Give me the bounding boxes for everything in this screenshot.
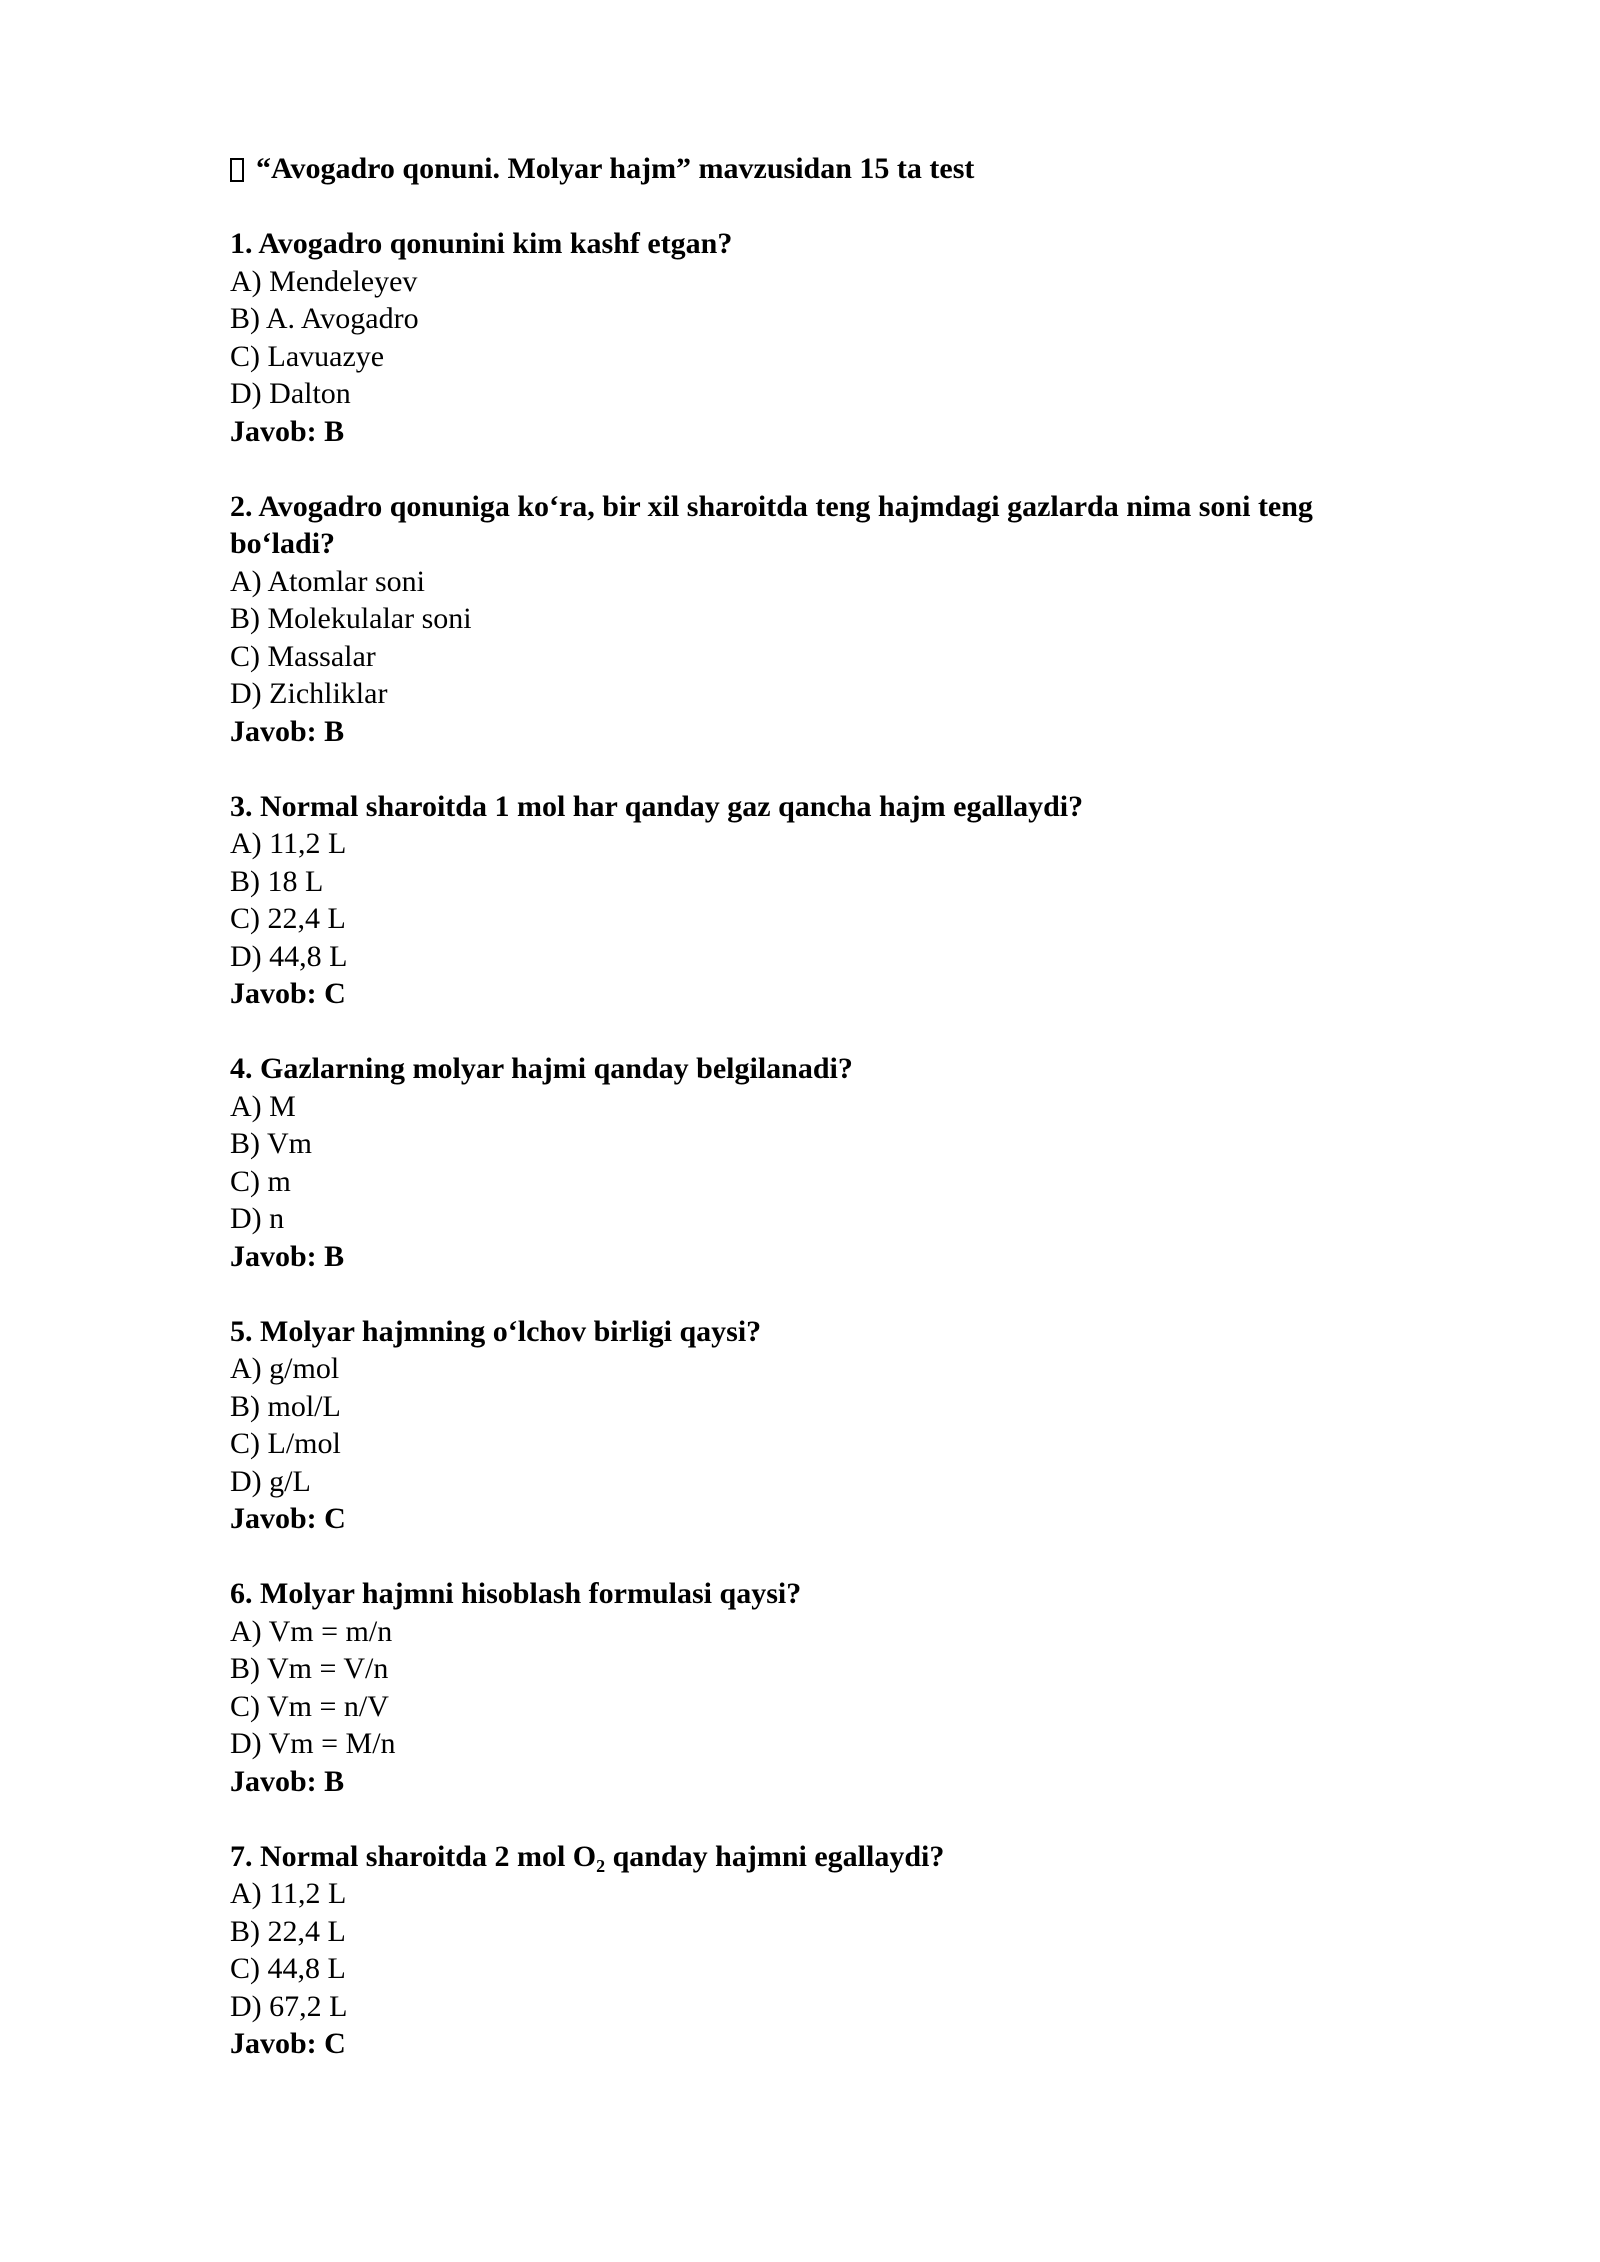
- option-a: A) Mendeleyev: [230, 264, 418, 298]
- option-d: D) Dalton: [230, 377, 351, 410]
- question-text: 3. Normal sharoitda 1 mol har qanday gaz qancha hajm egallaydi?: [230, 789, 1084, 823]
- option-a: A) M: [230, 1089, 296, 1123]
- question-7: [230, 1838, 1410, 2063]
- option-d: D) Vm = M/n: [230, 1727, 396, 1760]
- question-text: 2. Avogadro qonuniga ko‘ra, bir xil sharoitda teng hajmdagi gazlarda nima soni teng bo‘ladi?: [230, 489, 1313, 560]
- document-page: [230, 150, 1410, 2100]
- question-text-start: 7. Normal sharoitda 2 mol O: [230, 1839, 597, 1873]
- option-b: B) Molekulalar soni: [230, 602, 472, 635]
- option-b: B) A. Avogadro: [230, 302, 419, 335]
- question-4: [230, 1050, 1410, 1275]
- option-a: A) Vm = m/n: [230, 1614, 393, 1648]
- question-text: [230, 1838, 1410, 1876]
- question-3: [230, 788, 1410, 1013]
- option-c: C) L/mol: [230, 1427, 341, 1460]
- question-5: [230, 1313, 1410, 1538]
- answer: Javob: C: [230, 2027, 346, 2060]
- option-b: B) mol/L: [230, 1389, 341, 1423]
- question-text: 4. Gazlarning molyar hajmi qanday belgilanadi?: [230, 1052, 853, 1085]
- answer: Javob: B: [230, 714, 345, 748]
- option-c: C) 44,8 L: [230, 1952, 346, 1985]
- missing-glyph-icon: [230, 158, 244, 182]
- option-a: A) g/mol: [230, 1352, 340, 1385]
- option-c: C) Massalar: [230, 639, 376, 673]
- question-text: 6. Molyar hajmni hisoblash formulasi qaysi?: [230, 1577, 802, 1610]
- option-c: C) m: [230, 1164, 291, 1198]
- answer: Javob: B: [230, 1239, 345, 1273]
- option-d: D) n: [230, 1202, 285, 1235]
- option-c: C) Lavuazye: [230, 339, 385, 373]
- question-6: [230, 1575, 1410, 1800]
- option-b: B) Vm: [230, 1127, 312, 1160]
- option-b: B) 18 L: [230, 864, 324, 898]
- answer: Javob: B: [230, 1764, 345, 1798]
- option-c: C) Vm = n/V: [230, 1689, 389, 1723]
- document-title: [230, 150, 1410, 188]
- question-1: [230, 225, 1410, 450]
- answer: Javob: C: [230, 1502, 346, 1535]
- option-a: A) 11,2 L: [230, 827, 347, 860]
- question-text: 1. Avogadro qonunini kim kashf etgan?: [230, 227, 733, 260]
- answer: Javob: C: [230, 977, 346, 1010]
- option-d: D) 44,8 L: [230, 939, 348, 973]
- option-d: D) Zichliklar: [230, 677, 388, 710]
- option-d: D) 67,2 L: [230, 1989, 348, 2023]
- option-c: C) 22,4 L: [230, 902, 346, 935]
- option-a: A) Atomlar soni: [230, 564, 425, 598]
- question-2: [230, 488, 1410, 751]
- subscript: 2: [596, 1855, 606, 1876]
- question-text-end: qanday hajmni egallaydi?: [605, 1839, 945, 1873]
- question-text: 5. Molyar hajmning o‘lchov birligi qaysi?: [230, 1314, 762, 1348]
- option-b: B) Vm = V/n: [230, 1652, 389, 1685]
- answer: Javob: B: [230, 414, 345, 448]
- option-b: B) 22,4 L: [230, 1914, 346, 1948]
- document-title-text: “Avogadro qonuni. Molyar hajm” mavzusidan 15 ta test: [256, 152, 975, 185]
- option-d: D) g/L: [230, 1464, 311, 1498]
- option-a: A) 11,2 L: [230, 1877, 347, 1910]
